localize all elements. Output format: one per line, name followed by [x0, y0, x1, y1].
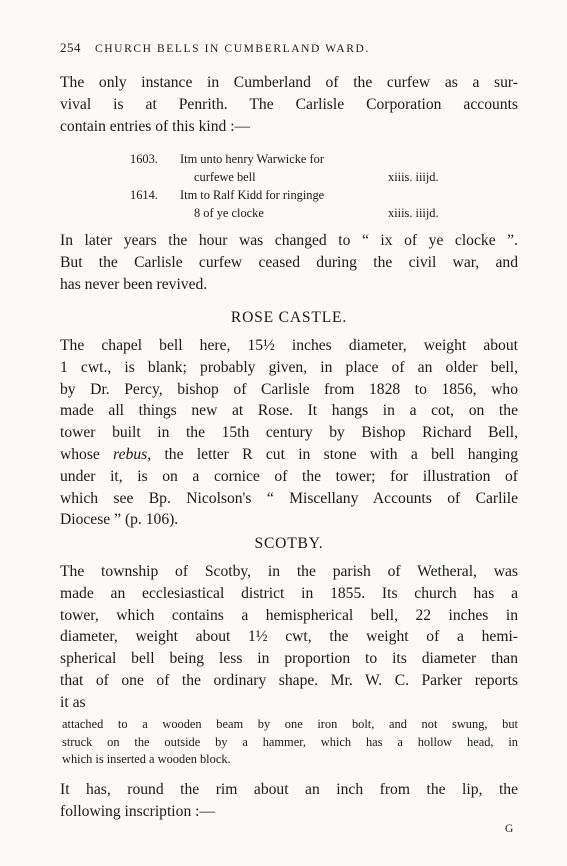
text-line: by Dr. Percy, bishop of Carlisle from 1828 to 1856, who [60, 380, 518, 398]
quote-line: which is inserted a wooden block. [62, 752, 231, 767]
text-line: diameter, weight about 1½ cwt, the weight of a hemi- [60, 628, 518, 646]
signature-mark: G [505, 823, 514, 835]
account-entry [130, 150, 470, 168]
text-line: tower built in the 15th century by Bishop Richard Bell, [60, 424, 518, 442]
text-line: Diocese ” (p. 106). [60, 511, 179, 529]
entry-text: 8 of ye clocke [194, 206, 264, 220]
intro-paragraph [60, 72, 518, 137]
entry-sum: xiiis. iiijd. [388, 170, 439, 184]
page-number: 254 [60, 40, 81, 55]
text-line: In later years the hour was changed to “ ix of ye clocke ”. [60, 232, 518, 249]
text-line: contain entries of this kind :— [60, 117, 251, 135]
text-line: which see Bp. Nicolson's “ Miscellany Accounts of Carlile [60, 489, 518, 507]
text-line: The chapel bell here, 15½ inches diameter, weight about [60, 337, 518, 354]
scotby-paragraph [60, 561, 518, 714]
running-header [60, 40, 530, 56]
text-line: The township of Scotby, in the parish of Wetheral, was [60, 563, 518, 580]
text-line: that of one of the ordinary shape. Mr. W. C. Parker reports [60, 671, 518, 689]
text-line: 1 cwt., is blank; probably given, in place of an older bell, [60, 358, 518, 376]
entry-text: Itm unto henry Warwicke for [180, 152, 324, 166]
text-line: has never been revived. [60, 275, 208, 293]
entry-year: 1614. [130, 188, 158, 202]
text-line: But the Carlisle curfew ceased during the civil war, and [60, 253, 518, 271]
text-line: It has, round the rim about an inch from the lip, the [60, 781, 518, 798]
text-line: vival is at Penrith. The Carlisle Corporation accounts [60, 95, 518, 113]
entry-year: 1603. [130, 152, 158, 166]
text-line: following inscription :— [60, 802, 216, 820]
curfew-paragraph [60, 230, 518, 295]
account-entry [130, 168, 470, 186]
text-word: whose [60, 445, 100, 463]
text-line [60, 444, 518, 466]
block-quote [62, 716, 518, 769]
section-heading-scotby: SCOTBY. [254, 535, 324, 552]
text-line: tower, which contains a hemispherical bell, 22 inches in [60, 606, 518, 624]
account-entry [130, 186, 470, 204]
quote-line: struck on the outside by a hammer, which has a hollow head, in [62, 734, 518, 749]
text-line: under it, is on a cornice of the tower; for illustration of [60, 467, 518, 485]
entry-sum: xiiis. iiijd. [388, 206, 439, 220]
quote-line: attached to a wooden beam by one iron bolt, and not swung, but [62, 717, 518, 731]
text-line: The only instance in Cumberland of the curfew as a sur- [60, 74, 518, 91]
text-fragment: the letter R cut in stone with a bell hanging [164, 445, 519, 463]
entry-text: curfewe bell [194, 170, 256, 184]
italic-word: rebus, [113, 445, 152, 463]
account-entries [130, 150, 470, 222]
text-line: made an ecclesiastical district in 1855. Its church has a [60, 584, 518, 602]
rose-castle-paragraph [60, 335, 518, 531]
text-line: made all things new at Rose. It hangs in a cot, on the [60, 402, 518, 420]
entry-text: Itm to Ralf Kidd for ringinge [180, 188, 325, 202]
section-heading-rose-castle: ROSE CASTLE. [230, 309, 348, 326]
account-entry [130, 204, 470, 222]
text-line: spherical bell being less in proportion to its diameter than [60, 650, 518, 668]
text-line: it as [60, 693, 86, 711]
closing-paragraph [60, 779, 518, 823]
running-title: CHURCH BELLS IN CUMBERLAND WARD. [95, 43, 370, 55]
